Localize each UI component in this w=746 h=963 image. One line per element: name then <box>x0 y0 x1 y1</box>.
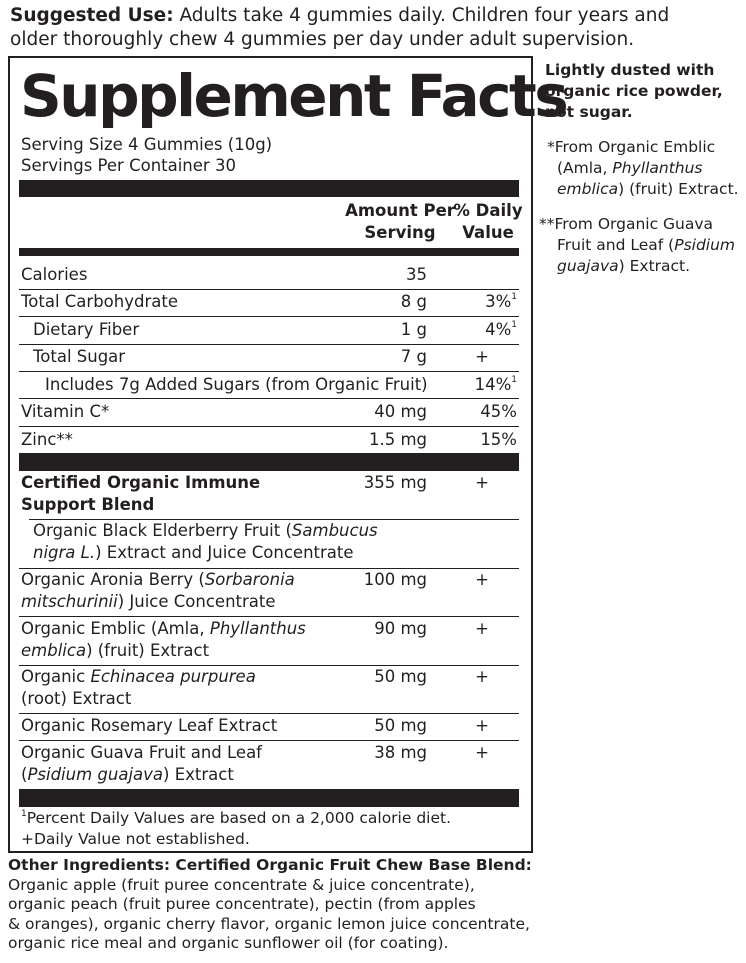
note-line: Lightly dusted with <box>545 61 715 79</box>
note-text: ) (fruit) Extract. <box>618 180 739 198</box>
nutrient-name: Calories <box>21 265 88 284</box>
note-line: organic rice powder, <box>545 82 723 100</box>
blend-row <box>19 472 519 518</box>
ingredient-name <box>33 520 378 564</box>
supplement-facts-panel <box>8 56 567 853</box>
ingredient-daily-value: + <box>475 716 489 735</box>
column-header-amount <box>340 200 460 244</box>
footnote-percent <box>21 808 451 829</box>
rice-powder-note <box>545 60 745 123</box>
dv-footnote-mark: 1 <box>511 320 517 330</box>
ingredient-name: Organic Rosemary Leaf Extract <box>21 716 278 735</box>
nutrient-row <box>19 291 519 313</box>
ingredient-text: Organic Aronia Berry ( <box>21 570 205 589</box>
row-rule <box>19 289 519 290</box>
ingredient-text: Organic Emblic (Amla, <box>21 619 210 638</box>
dv-text: 3% <box>485 292 512 311</box>
other-ingredients-label: Other Ingredients: Certified Organic Fruit Chew Base Blend: <box>8 856 532 874</box>
nutrient-row <box>19 429 519 451</box>
nutrient-row <box>19 264 519 286</box>
ingredient-text: ) (fruit) Extract <box>86 641 210 660</box>
row-rule <box>19 371 519 372</box>
other-ingredients-line: organic rice meal and organic sunflower oil (for coating). <box>8 934 449 952</box>
dv-footnote-mark: 1 <box>511 292 517 302</box>
row-rule <box>19 316 519 317</box>
ingredient-text: ) Extract and Juice Concentrate <box>95 543 354 562</box>
ingredient-daily-value: + <box>475 743 489 762</box>
blend-ingredient-row <box>19 742 519 788</box>
suggested-use-label: Suggested Use: <box>10 5 174 26</box>
ingredient-text: ( <box>21 765 28 784</box>
ingredient-amount: 50 mg <box>374 716 427 735</box>
blend-ingredient-row <box>19 715 519 737</box>
ingredient-latin: nigra L. <box>33 543 96 562</box>
nutrient-amount: 8 g <box>400 292 427 311</box>
serving-size: Serving Size 4 Gummies (10g) <box>21 135 273 154</box>
nutrient-amount: 1 g <box>400 320 427 339</box>
ingredient-text: Organic Black Elderberry Fruit ( <box>33 521 292 540</box>
ingredient-amount: 100 mg <box>363 570 427 589</box>
ingredient-name <box>21 666 256 710</box>
ingredient-latin: emblica <box>21 641 87 660</box>
blend-daily-value: + <box>475 473 489 492</box>
divider-bar <box>19 248 519 256</box>
nutrient-daily-value: 45% <box>480 402 517 421</box>
amount-header-line: Amount Per <box>345 201 455 220</box>
suggested-use <box>10 4 710 52</box>
blend-name-line: Support Blend <box>21 495 155 514</box>
nutrient-name: Vitamin C* <box>21 402 110 421</box>
note-text: Fruit and Leaf ( <box>557 236 675 254</box>
divider-bar <box>19 453 519 471</box>
nutrient-amount: 35 <box>406 265 427 284</box>
ingredient-daily-value: + <box>475 619 489 638</box>
suggested-use-text: Adults take 4 gummies daily. Children four years and older thoroughly chew 4 gummies per day under adult supervision. <box>10 5 670 50</box>
nutrient-name: Dietary Fiber <box>33 320 140 339</box>
ingredient-latin: Phyllanthus <box>209 619 306 638</box>
serving-info <box>21 134 272 176</box>
blend-name <box>21 472 260 516</box>
row-rule <box>19 398 519 399</box>
nutrient-daily-value <box>475 374 517 396</box>
ingredient-name <box>21 742 262 786</box>
nutrient-name: Total Carbohydrate <box>21 292 178 311</box>
servings-per-container: Servings Per Container 30 <box>21 156 236 175</box>
note-latin: Psidium <box>674 236 736 254</box>
note-latin: Phyllanthus <box>612 159 703 177</box>
nutrient-row <box>19 319 519 341</box>
nutrient-amount: 40 mg <box>374 402 427 421</box>
nutrient-name: Includes 7g Added Sugars (from Organic Fruit) <box>45 375 428 394</box>
blend-ingredient-row <box>19 666 519 712</box>
zinc-source-note <box>539 214 745 277</box>
dv-header-line: % Daily <box>453 201 523 220</box>
footnote-text: Percent Daily Values are based on a 2,000 calorie diet. <box>26 809 452 827</box>
note-line: not sugar. <box>545 103 633 121</box>
note-text: (Amla, <box>557 159 613 177</box>
nutrient-name: Total Sugar <box>33 347 126 366</box>
vitamin-c-source-note <box>545 137 745 200</box>
ingredient-latin: mitschurinii <box>21 592 118 611</box>
ingredient-text: Organic <box>21 667 91 686</box>
ingredient-latin: Psidium guajava <box>27 765 164 784</box>
row-rule <box>19 713 519 714</box>
nutrient-daily-value <box>485 291 517 313</box>
blend-ingredient-row <box>19 618 519 664</box>
dv-footnote-mark: 1 <box>511 375 517 385</box>
divider-bar <box>19 180 519 197</box>
other-ingredients-line: Organic apple (fruit puree concentrate & juice concentrate), <box>8 875 475 894</box>
footnote-plus: +Daily Value not established. <box>21 830 250 848</box>
other-ingredients-line: organic peach (fruit puree concentrate), pectin (from apples <box>8 895 476 913</box>
ingredient-daily-value: + <box>475 667 489 686</box>
ingredient-amount: 50 mg <box>374 667 427 686</box>
dv-text: 14% <box>474 375 512 394</box>
note-line: *From Organic Emblic <box>547 138 716 156</box>
row-rule <box>19 426 519 427</box>
ingredient-latin: Sambucus <box>291 521 378 540</box>
blend-amount: 355 mg <box>363 473 427 492</box>
ingredient-name <box>21 569 295 613</box>
note-latin: emblica <box>557 180 619 198</box>
nutrient-amount: 7 g <box>400 347 427 366</box>
blend-ingredient-row <box>19 569 519 615</box>
nutrient-daily-value: 15% <box>480 430 517 449</box>
amount-header-line: Serving <box>364 223 436 242</box>
panel-title: Supplement Facts <box>20 62 567 130</box>
ingredient-text: ) Juice Concentrate <box>117 592 276 611</box>
note-text: ) Extract. <box>618 257 691 275</box>
nutrient-row <box>19 401 519 423</box>
ingredient-name <box>21 618 306 662</box>
ingredient-latin: Echinacea purpurea <box>90 667 256 686</box>
dv-text: 4% <box>485 320 512 339</box>
blend-ingredient-row <box>19 520 519 566</box>
ingredient-amount: 38 mg <box>374 743 427 762</box>
other-ingredients-line: & oranges), organic cherry flavor, organic lemon juice concentrate, <box>8 914 530 933</box>
divider-bar <box>19 789 519 807</box>
nutrient-amount: 1.5 mg <box>368 430 427 449</box>
ingredient-latin: Sorbaronia <box>204 570 295 589</box>
blend-name-line: Certified Organic Immune <box>21 473 261 492</box>
row-rule <box>19 740 519 741</box>
note-latin: guajava <box>557 257 619 275</box>
nutrient-row <box>19 346 519 368</box>
footnote-mark: 1 <box>21 809 27 819</box>
row-rule <box>19 616 519 617</box>
row-rule <box>19 344 519 345</box>
nutrient-daily-value: + <box>475 347 489 366</box>
nutrient-row <box>19 374 519 396</box>
dv-header-line: Value <box>462 223 514 242</box>
ingredient-text: Organic Guava Fruit and Leaf <box>21 743 262 762</box>
ingredient-text: ) Extract <box>163 765 234 784</box>
other-ingredients <box>8 856 743 954</box>
column-header-daily-value <box>450 200 526 244</box>
ingredient-text: (root) Extract <box>21 689 132 708</box>
note-line: **From Organic Guava <box>539 215 714 233</box>
ingredient-amount: 90 mg <box>374 619 427 638</box>
nutrient-name: Zinc** <box>21 430 73 449</box>
ingredient-daily-value: + <box>475 570 489 589</box>
nutrient-daily-value <box>485 319 517 341</box>
